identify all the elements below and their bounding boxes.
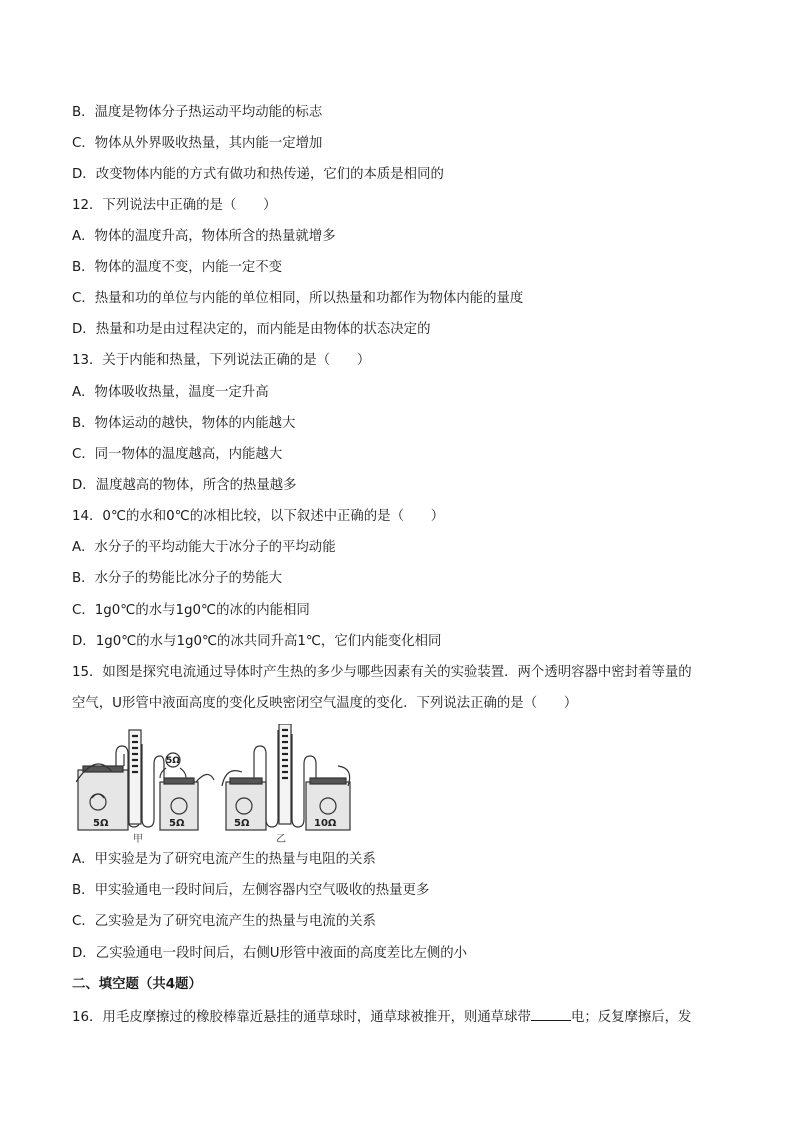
question-12: 12．下列说法中正确的是（ ） xyxy=(72,198,277,213)
q13-option-d: D．温度越高的物体，所含的热量越多 xyxy=(72,478,297,493)
yi-right-resistor-label: 10Ω xyxy=(314,818,337,829)
line-b-temperature: B．温度是物体分子热运动平均动能的标志 xyxy=(72,105,323,120)
experiment-figure xyxy=(76,724,356,846)
q12-option-d: D．热量和功是由过程决定的，而内能是由物体的状态决定的 xyxy=(72,322,431,337)
question-16 xyxy=(72,1006,691,1028)
line-d-change-internal-energy: D．改变物体内能的方式有做功和热传递，它们的本质是相同的 xyxy=(72,167,444,182)
line-c-absorb-heat: C．物体从外界吸收热量，其内能一定增加 xyxy=(72,136,323,151)
question-15-line2: 空气，U形管中液面高度的变化反映密闭空气温度的变化．下列说法正确的是（ ） xyxy=(72,696,578,711)
q13-option-b: B．物体运动的越快，物体的内能越大 xyxy=(72,416,296,431)
q16-text-before: 16．用毛皮摩擦过的橡胶棒靠近悬挂的通草球时，通草球被推开，则通草球带 xyxy=(72,1010,531,1025)
jia-scale xyxy=(129,730,141,824)
q16-answer-blank[interactable] xyxy=(531,1006,571,1021)
q14-option-b: B．水分子的势能比冰分子的势能大 xyxy=(72,571,283,586)
q15-option-d: D．乙实验通电一段时间后，右侧U形管中液面的高度差比左侧的小 xyxy=(72,946,468,961)
yi-caption: 乙 xyxy=(276,834,286,845)
yi-left-resistor-label: 5Ω xyxy=(234,818,250,829)
question-15-line1: 15．如图是探究电流通过导体时产生热的多少与哪些因素有关的实验装置．两个透明容器中密封着等量的 xyxy=(72,665,692,680)
q15-option-b: B．甲实验通电一段时间后，左侧容器内空气吸收的热量更多 xyxy=(72,883,430,898)
q13-option-c: C．同一物体的温度越高，内能越大 xyxy=(72,447,283,462)
jia-left-resistor-label: 5Ω xyxy=(93,818,109,829)
jia-right-resistor-label: 5Ω xyxy=(169,818,185,829)
q14-option-d: D．1g0℃的水与1g0℃的冰共同升高1℃，它们内能变化相同 xyxy=(72,634,442,649)
q14-option-c: C．1g0℃的水与1g0℃的冰的内能相同 xyxy=(72,603,310,618)
q12-option-c: C．热量和功的单位与内能的单位相同，所以热量和功都作为物体内能的量度 xyxy=(72,291,524,306)
jia-caption: 甲 xyxy=(133,834,143,845)
q15-option-c: C．乙实验是为了研究电流产生的热量与电流的关系 xyxy=(72,914,376,929)
q15-option-a: A．甲实验是为了研究电流产生的热量与电阻的关系 xyxy=(72,852,376,867)
section-2-title: 二、填空题（共4题） xyxy=(72,977,202,992)
jia-outside-resistor-label: 5Ω xyxy=(166,756,180,766)
q12-option-b: B．物体的温度不变，内能一定不变 xyxy=(72,260,283,275)
yi-scale xyxy=(279,724,291,824)
q14-option-a: A．水分子的平均动能大于冰分子的平均动能 xyxy=(72,540,336,555)
q12-option-a: A．物体的温度升高，物体所含的热量就增多 xyxy=(72,229,336,244)
question-14: 14．0℃的水和0℃的冰相比较，以下叙述中正确的是（ ） xyxy=(72,509,445,524)
q16-text-after: 电；反复摩擦后，发 xyxy=(570,1010,692,1025)
question-13: 13．关于内能和热量，下列说法正确的是（ ） xyxy=(72,353,371,368)
q13-option-a: A．物体吸收热量，温度一定升高 xyxy=(72,385,269,400)
